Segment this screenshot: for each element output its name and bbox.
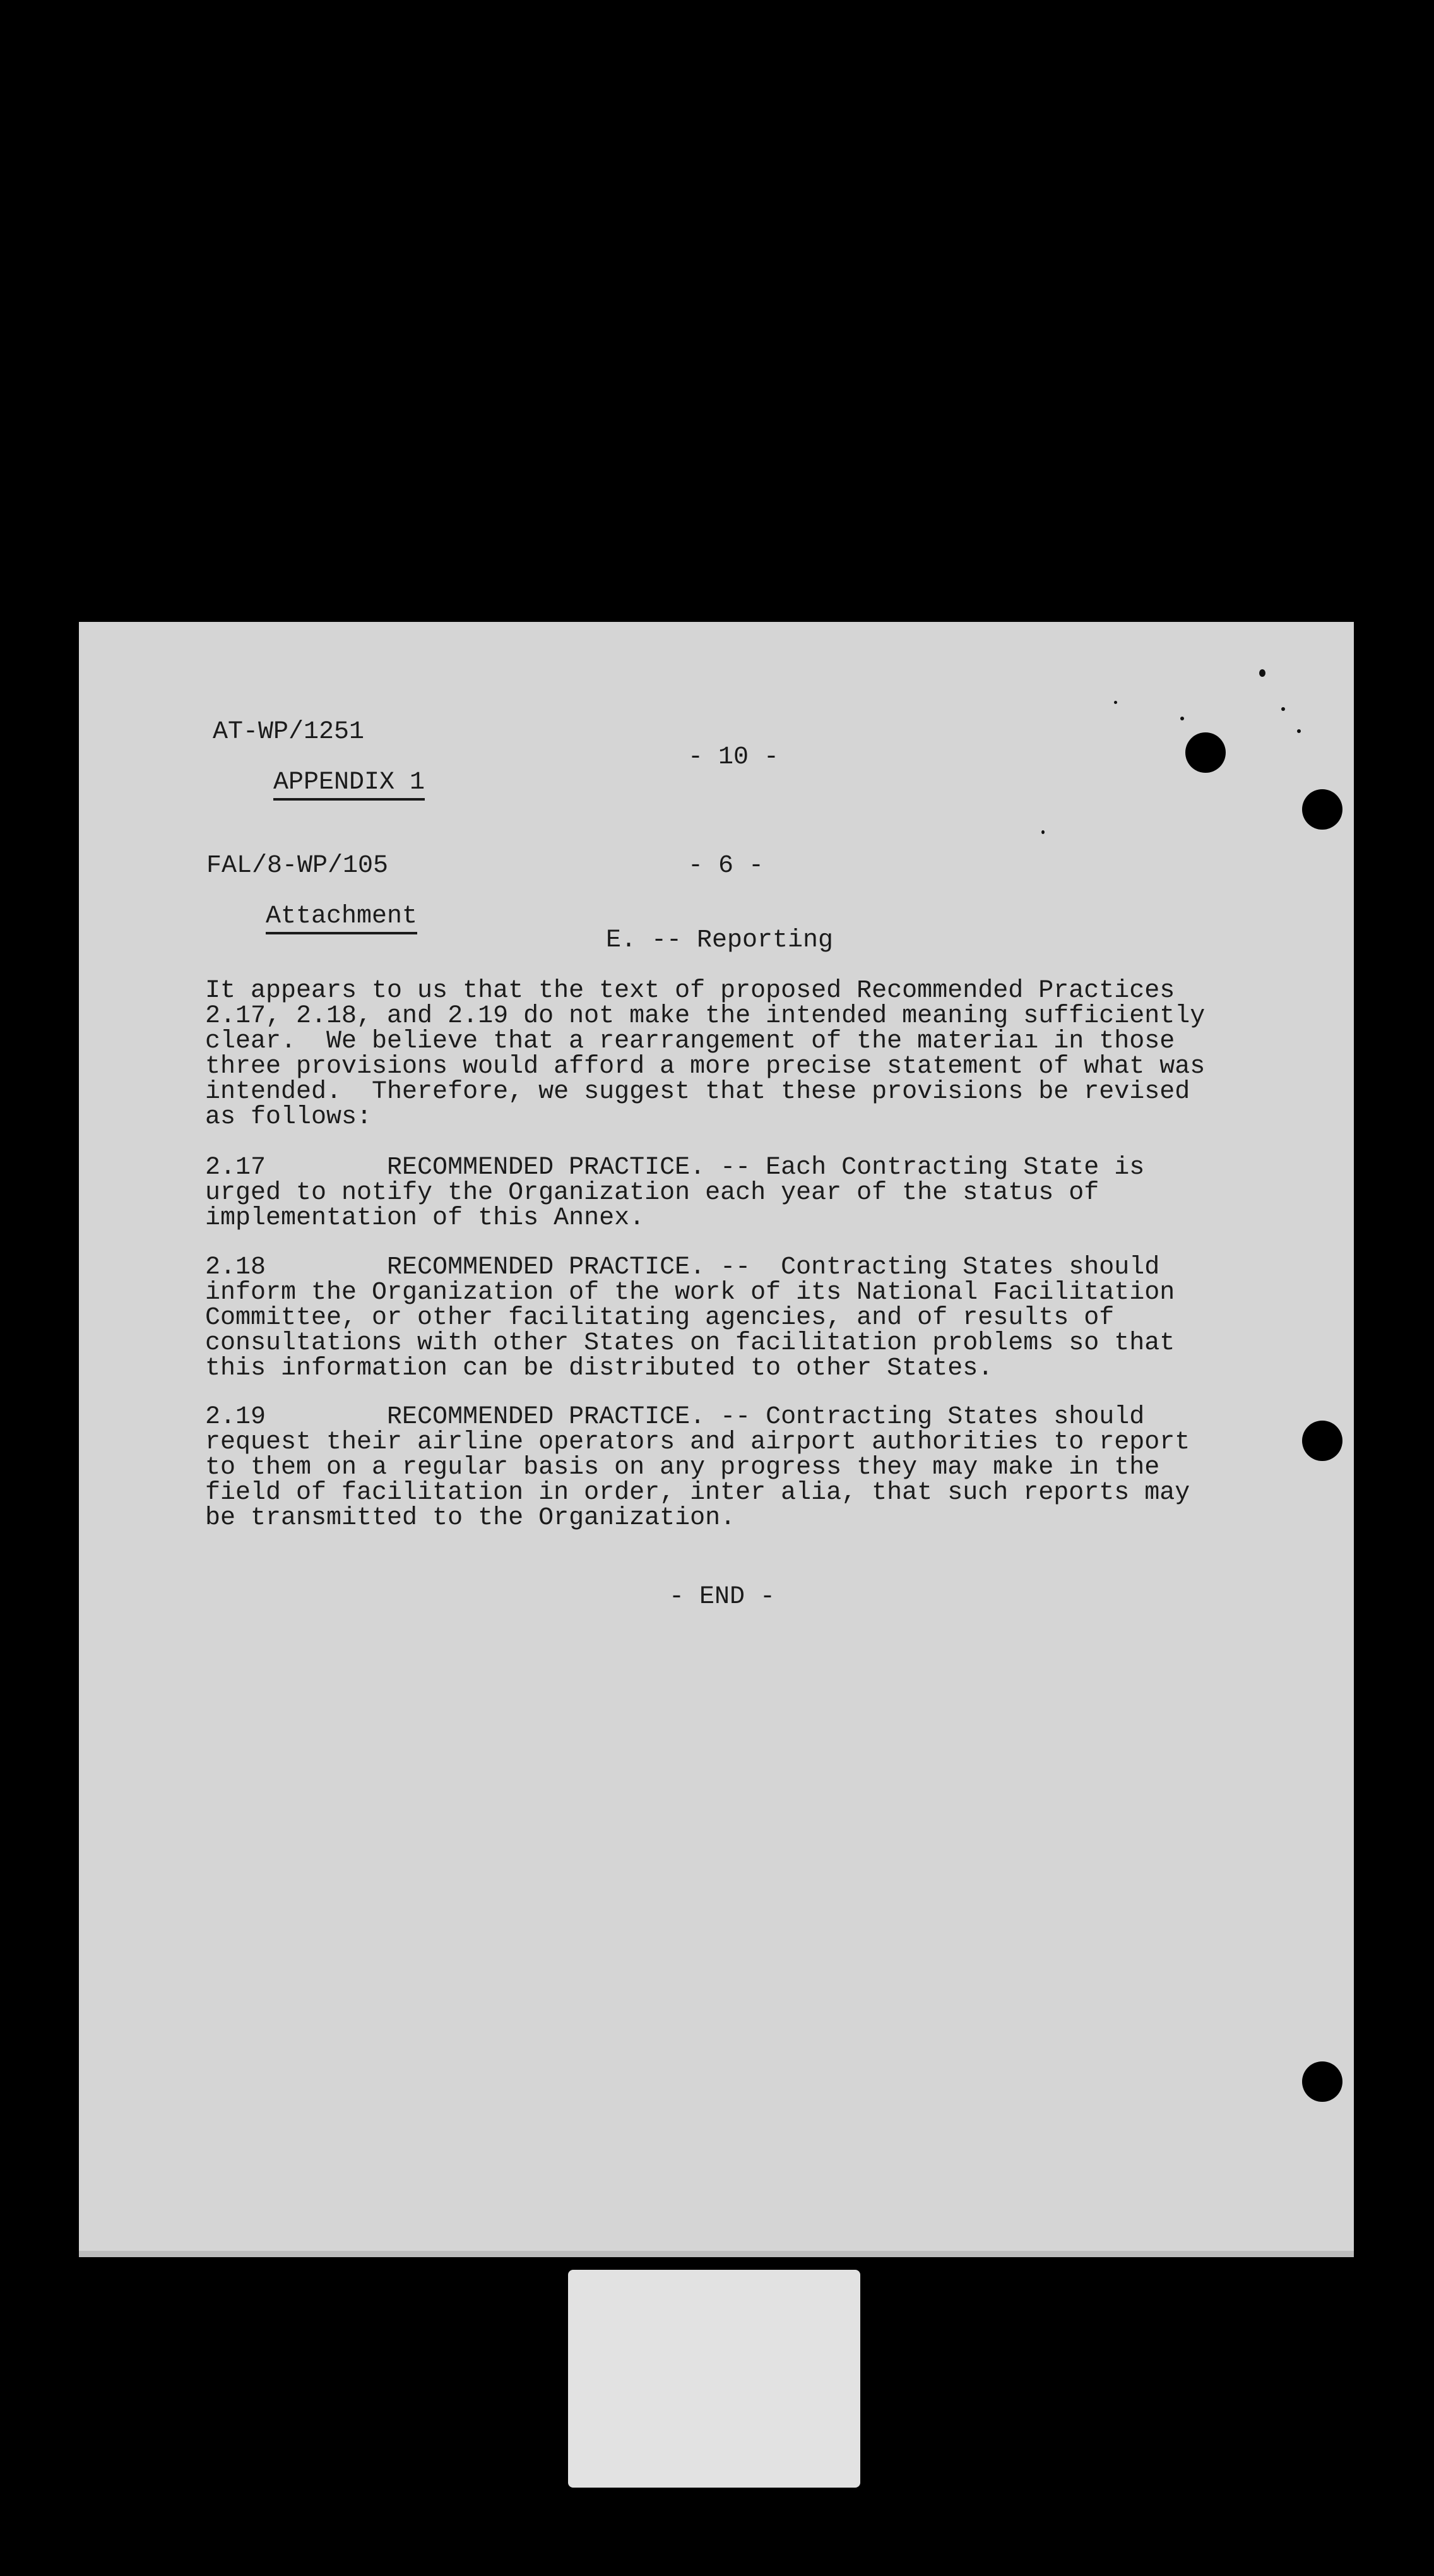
ink-speck (1259, 669, 1265, 677)
intro-line: as follows: (205, 1103, 372, 1131)
document-page (79, 622, 1354, 2257)
practice-line: urged to notify the Organization each year of the status of (205, 1179, 1099, 1207)
practice-2-18 (205, 1255, 1278, 1381)
practice-line: 2.17 RECOMMENDED PRACTICE. -- Each Contracting State is (205, 1154, 1145, 1182)
practice-2-19 (205, 1405, 1278, 1531)
practice-line: field of facilitation in order, inter alia, that such reports may (205, 1479, 1190, 1507)
header-appendix-wrap (213, 745, 425, 821)
header-page-number: - 10 - (688, 743, 779, 772)
intro-paragraph (205, 979, 1278, 1130)
practice-line: be transmitted to the Organization. (205, 1504, 736, 1532)
punch-hole-upper (1302, 789, 1342, 830)
punch-hole-bottom (1302, 2061, 1342, 2102)
subheader-attachment-wrap (205, 879, 417, 955)
practice-line: to them on a regular basis on any progress they may make in the (205, 1453, 1160, 1482)
intro-line: intended. Therefore, we suggest that these provisions be revised (205, 1078, 1190, 1106)
practice-line: this information can be distributed to other States. (205, 1354, 993, 1383)
header-doc-ref: AT-WP/1251 (213, 718, 365, 746)
end-marker: - END - (669, 1583, 776, 1611)
section-title: E. -- Reporting (606, 926, 834, 955)
punch-hole-top (1185, 732, 1226, 773)
ink-speck (1041, 830, 1045, 834)
ink-speck (1114, 701, 1117, 704)
ink-speck (1180, 717, 1184, 720)
practice-2-17 (205, 1155, 1278, 1231)
intro-line: 2.17, 2.18, and 2.19 do not make the intended meaning sufficiently (205, 1002, 1206, 1030)
intro-line: It appears to us that the text of proposed Recommended Practices (205, 977, 1175, 1005)
subheader-page-number: - 6 - (688, 852, 764, 880)
practice-line: inform the Organization of the work of its National Facilitation (205, 1279, 1175, 1307)
intro-line: three provisions would afford a more precise statement of what was (205, 1052, 1206, 1081)
practice-line: request their airline operators and airport authorities to report (205, 1428, 1190, 1457)
ink-speck (1297, 729, 1301, 733)
punch-hole-middle (1302, 1421, 1342, 1461)
practice-line: consultations with other States on facilitation problems so that (205, 1329, 1175, 1357)
paper-slip (568, 2270, 860, 2488)
practice-line: Committee, or other facilitating agencies, and of results of (205, 1304, 1115, 1332)
intro-line: clear. We believe that a rearrangement of the materiaı in those (205, 1027, 1175, 1056)
practice-line: 2.18 RECOMMENDED PRACTICE. -- Contracting States should (205, 1253, 1160, 1282)
practice-line: implementation of this Annex. (205, 1204, 645, 1232)
subheader-doc-ref: FAL/8-WP/105 (206, 852, 389, 880)
header-appendix-label: APPENDIX 1 (273, 768, 425, 801)
ink-speck (1281, 707, 1285, 711)
subheader-attachment-label: Attachment (266, 902, 417, 934)
practice-line: 2.19 RECOMMENDED PRACTICE. -- Contracting States should (205, 1403, 1145, 1431)
